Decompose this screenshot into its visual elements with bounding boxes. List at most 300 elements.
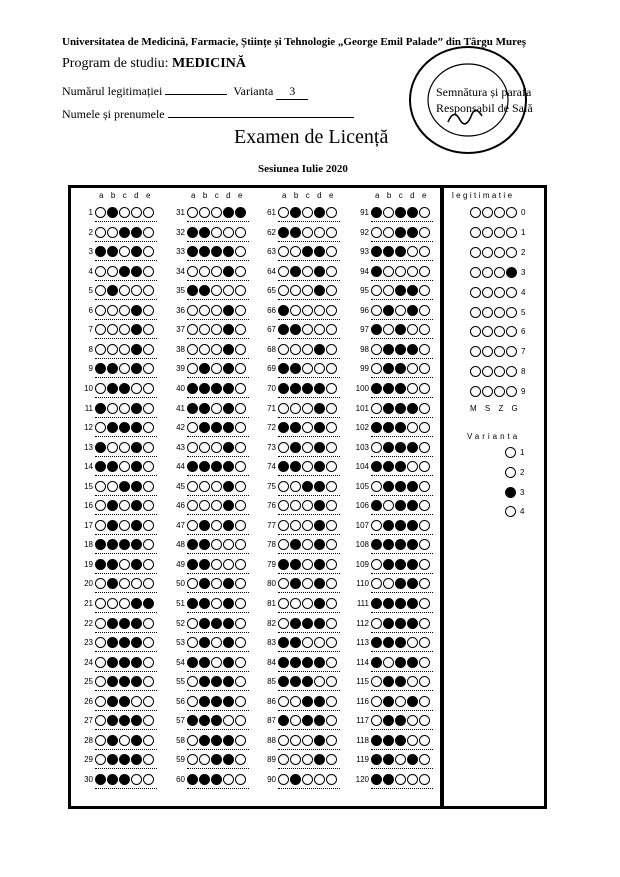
answer-bubble-d[interactable] [407, 442, 418, 453]
answer-bubble-b[interactable] [383, 774, 394, 785]
legitimatie-bubble[interactable] [470, 267, 481, 278]
answer-bubble-b[interactable] [290, 383, 301, 394]
answer-bubble-d[interactable] [131, 442, 142, 453]
answer-bubble-e[interactable] [419, 676, 430, 687]
answer-bubble-a[interactable] [187, 363, 198, 374]
answer-bubble-b[interactable] [290, 285, 301, 296]
answer-bubble-c[interactable] [302, 618, 313, 629]
legitimatie-bubble[interactable] [494, 307, 505, 318]
answer-bubble-b[interactable] [107, 696, 118, 707]
answer-bubble-c[interactable] [395, 696, 406, 707]
answer-bubble-c[interactable] [211, 285, 222, 296]
answer-bubble-c[interactable] [302, 598, 313, 609]
answer-bubble-d[interactable] [407, 637, 418, 648]
answer-bubble-d[interactable] [223, 422, 234, 433]
answer-bubble-a[interactable] [278, 578, 289, 589]
answer-bubble-a[interactable] [371, 324, 382, 335]
answer-bubble-c[interactable] [211, 676, 222, 687]
answer-bubble-a[interactable] [278, 754, 289, 765]
legitimatie-bubble[interactable] [506, 366, 517, 377]
answer-bubble-b[interactable] [199, 598, 210, 609]
answer-bubble-b[interactable] [107, 285, 118, 296]
varianta-bubble[interactable] [505, 447, 516, 458]
answer-bubble-b[interactable] [290, 500, 301, 511]
answer-bubble-d[interactable] [314, 246, 325, 257]
legitimatie-bubble[interactable] [482, 287, 493, 298]
answer-bubble-c[interactable] [395, 774, 406, 785]
answer-bubble-b[interactable] [107, 520, 118, 531]
answer-bubble-a[interactable] [95, 637, 106, 648]
answer-bubble-c[interactable] [302, 363, 313, 374]
answer-bubble-b[interactable] [107, 305, 118, 316]
answer-bubble-b[interactable] [199, 227, 210, 238]
answer-bubble-d[interactable] [223, 676, 234, 687]
answer-bubble-d[interactable] [407, 481, 418, 492]
answer-bubble-e[interactable] [235, 227, 246, 238]
answer-bubble-c[interactable] [119, 363, 130, 374]
answer-bubble-d[interactable] [131, 324, 142, 335]
answer-bubble-d[interactable] [223, 539, 234, 550]
answer-bubble-c[interactable] [395, 754, 406, 765]
answer-bubble-b[interactable] [107, 598, 118, 609]
legitimatie-bubble[interactable] [470, 227, 481, 238]
legitimatie-bubble[interactable] [470, 307, 481, 318]
legitimatie-bubble[interactable] [506, 247, 517, 258]
answer-bubble-a[interactable] [371, 285, 382, 296]
answer-bubble-e[interactable] [419, 305, 430, 316]
answer-bubble-d[interactable] [314, 676, 325, 687]
answer-bubble-a[interactable] [187, 618, 198, 629]
answer-bubble-a[interactable] [187, 657, 198, 668]
answer-bubble-a[interactable] [95, 481, 106, 492]
answer-bubble-d[interactable] [131, 539, 142, 550]
answer-bubble-a[interactable] [95, 539, 106, 550]
answer-bubble-d[interactable] [223, 481, 234, 492]
legitimatie-bubble[interactable] [494, 227, 505, 238]
answer-bubble-e[interactable] [143, 735, 154, 746]
answer-bubble-c[interactable] [302, 246, 313, 257]
answer-bubble-b[interactable] [107, 442, 118, 453]
answer-bubble-a[interactable] [278, 539, 289, 550]
answer-bubble-c[interactable] [302, 227, 313, 238]
answer-bubble-d[interactable] [223, 266, 234, 277]
answer-bubble-e[interactable] [235, 754, 246, 765]
answer-bubble-e[interactable] [235, 676, 246, 687]
answer-bubble-c[interactable] [119, 305, 130, 316]
answer-bubble-a[interactable] [95, 520, 106, 531]
legitimatie-bubble[interactable] [494, 366, 505, 377]
legitimatie-bubble[interactable] [506, 386, 517, 397]
answer-bubble-b[interactable] [383, 422, 394, 433]
answer-bubble-a[interactable] [278, 324, 289, 335]
answer-bubble-c[interactable] [302, 539, 313, 550]
answer-bubble-e[interactable] [419, 266, 430, 277]
answer-bubble-e[interactable] [143, 324, 154, 335]
answer-bubble-a[interactable] [95, 559, 106, 570]
answer-bubble-c[interactable] [395, 383, 406, 394]
answer-bubble-e[interactable] [235, 696, 246, 707]
answer-bubble-b[interactable] [107, 481, 118, 492]
answer-bubble-d[interactable] [131, 520, 142, 531]
legitimatie-bubble[interactable] [470, 326, 481, 337]
answer-bubble-a[interactable] [95, 598, 106, 609]
answer-bubble-a[interactable] [95, 774, 106, 785]
answer-bubble-a[interactable] [187, 598, 198, 609]
answer-bubble-c[interactable] [119, 481, 130, 492]
answer-bubble-a[interactable] [278, 715, 289, 726]
answer-bubble-e[interactable] [419, 598, 430, 609]
answer-bubble-a[interactable] [187, 227, 198, 238]
answer-bubble-b[interactable] [199, 461, 210, 472]
answer-bubble-b[interactable] [107, 539, 118, 550]
answer-bubble-e[interactable] [419, 520, 430, 531]
answer-bubble-d[interactable] [131, 754, 142, 765]
answer-bubble-d[interactable] [407, 207, 418, 218]
answer-bubble-b[interactable] [290, 461, 301, 472]
answer-bubble-a[interactable] [187, 735, 198, 746]
answer-bubble-e[interactable] [326, 461, 337, 472]
answer-bubble-c[interactable] [119, 285, 130, 296]
answer-bubble-e[interactable] [326, 266, 337, 277]
answer-bubble-d[interactable] [407, 696, 418, 707]
answer-bubble-c[interactable] [119, 246, 130, 257]
legitimatie-bubble[interactable] [482, 346, 493, 357]
answer-bubble-a[interactable] [278, 403, 289, 414]
answer-bubble-c[interactable] [302, 676, 313, 687]
answer-bubble-d[interactable] [131, 637, 142, 648]
answer-bubble-d[interactable] [407, 383, 418, 394]
answer-bubble-e[interactable] [419, 618, 430, 629]
answer-bubble-a[interactable] [371, 618, 382, 629]
answer-bubble-a[interactable] [95, 246, 106, 257]
answer-bubble-c[interactable] [395, 207, 406, 218]
answer-bubble-d[interactable] [131, 774, 142, 785]
answer-bubble-e[interactable] [419, 539, 430, 550]
answer-bubble-e[interactable] [143, 305, 154, 316]
answer-bubble-e[interactable] [326, 598, 337, 609]
answer-bubble-a[interactable] [187, 461, 198, 472]
answer-bubble-d[interactable] [223, 227, 234, 238]
varianta-bubble[interactable] [505, 506, 516, 517]
answer-bubble-c[interactable] [211, 344, 222, 355]
answer-bubble-d[interactable] [131, 422, 142, 433]
answer-bubble-a[interactable] [371, 207, 382, 218]
answer-bubble-c[interactable] [395, 715, 406, 726]
answer-bubble-b[interactable] [199, 383, 210, 394]
answer-bubble-a[interactable] [278, 598, 289, 609]
answer-bubble-a[interactable] [371, 227, 382, 238]
answer-bubble-d[interactable] [223, 285, 234, 296]
answer-bubble-e[interactable] [326, 637, 337, 648]
answer-bubble-e[interactable] [326, 305, 337, 316]
answer-bubble-a[interactable] [278, 305, 289, 316]
answer-bubble-a[interactable] [371, 754, 382, 765]
answer-bubble-b[interactable] [290, 559, 301, 570]
answer-bubble-c[interactable] [302, 500, 313, 511]
answer-bubble-c[interactable] [395, 618, 406, 629]
answer-bubble-c[interactable] [211, 520, 222, 531]
answer-bubble-a[interactable] [278, 696, 289, 707]
answer-bubble-a[interactable] [95, 735, 106, 746]
answer-bubble-c[interactable] [302, 285, 313, 296]
answer-bubble-d[interactable] [223, 637, 234, 648]
answer-bubble-e[interactable] [143, 422, 154, 433]
answer-bubble-c[interactable] [119, 715, 130, 726]
answer-bubble-c[interactable] [395, 578, 406, 589]
answer-bubble-e[interactable] [143, 442, 154, 453]
answer-bubble-d[interactable] [314, 696, 325, 707]
answer-bubble-c[interactable] [302, 324, 313, 335]
answer-bubble-c[interactable] [302, 735, 313, 746]
answer-bubble-e[interactable] [235, 246, 246, 257]
answer-bubble-c[interactable] [395, 305, 406, 316]
answer-bubble-d[interactable] [407, 578, 418, 589]
answer-bubble-e[interactable] [326, 285, 337, 296]
answer-bubble-c[interactable] [395, 363, 406, 374]
answer-bubble-c[interactable] [302, 754, 313, 765]
answer-bubble-b[interactable] [383, 383, 394, 394]
answer-bubble-a[interactable] [278, 618, 289, 629]
answer-bubble-e[interactable] [143, 520, 154, 531]
answer-bubble-d[interactable] [223, 657, 234, 668]
answer-bubble-e[interactable] [143, 266, 154, 277]
answer-bubble-e[interactable] [326, 403, 337, 414]
answer-bubble-d[interactable] [131, 618, 142, 629]
answer-bubble-c[interactable] [119, 735, 130, 746]
answer-bubble-d[interactable] [131, 578, 142, 589]
answer-bubble-a[interactable] [371, 403, 382, 414]
answer-bubble-a[interactable] [278, 735, 289, 746]
answer-bubble-c[interactable] [302, 559, 313, 570]
answer-bubble-a[interactable] [371, 559, 382, 570]
answer-bubble-d[interactable] [407, 285, 418, 296]
answer-bubble-c[interactable] [119, 520, 130, 531]
legitimatie-bubble[interactable] [470, 346, 481, 357]
answer-bubble-a[interactable] [371, 344, 382, 355]
answer-bubble-b[interactable] [290, 266, 301, 277]
answer-bubble-b[interactable] [290, 422, 301, 433]
answer-bubble-c[interactable] [119, 539, 130, 550]
answer-bubble-c[interactable] [395, 735, 406, 746]
answer-bubble-c[interactable] [119, 696, 130, 707]
answer-bubble-a[interactable] [95, 285, 106, 296]
answer-bubble-e[interactable] [143, 715, 154, 726]
answer-bubble-a[interactable] [95, 500, 106, 511]
answer-bubble-b[interactable] [383, 442, 394, 453]
answer-bubble-b[interactable] [199, 696, 210, 707]
answer-bubble-e[interactable] [235, 305, 246, 316]
answer-bubble-e[interactable] [326, 539, 337, 550]
answer-bubble-a[interactable] [278, 774, 289, 785]
answer-bubble-e[interactable] [326, 246, 337, 257]
legitimatie-bubble[interactable] [470, 287, 481, 298]
answer-bubble-c[interactable] [211, 578, 222, 589]
answer-bubble-c[interactable] [211, 207, 222, 218]
answer-bubble-a[interactable] [187, 422, 198, 433]
answer-bubble-e[interactable] [326, 481, 337, 492]
answer-bubble-a[interactable] [278, 442, 289, 453]
answer-bubble-b[interactable] [199, 676, 210, 687]
answer-bubble-d[interactable] [314, 461, 325, 472]
answer-bubble-d[interactable] [407, 344, 418, 355]
answer-bubble-d[interactable] [223, 207, 234, 218]
answer-bubble-d[interactable] [314, 598, 325, 609]
answer-bubble-b[interactable] [107, 735, 118, 746]
answer-bubble-b[interactable] [107, 266, 118, 277]
answer-bubble-a[interactable] [371, 774, 382, 785]
answer-bubble-e[interactable] [419, 363, 430, 374]
answer-bubble-e[interactable] [419, 735, 430, 746]
answer-bubble-c[interactable] [211, 363, 222, 374]
answer-bubble-c[interactable] [211, 735, 222, 746]
answer-bubble-c[interactable] [395, 422, 406, 433]
answer-bubble-d[interactable] [223, 618, 234, 629]
answer-bubble-c[interactable] [395, 461, 406, 472]
answer-bubble-c[interactable] [211, 657, 222, 668]
answer-bubble-b[interactable] [383, 578, 394, 589]
answer-bubble-c[interactable] [211, 442, 222, 453]
answer-bubble-b[interactable] [383, 403, 394, 414]
answer-bubble-c[interactable] [211, 637, 222, 648]
answer-bubble-c[interactable] [119, 676, 130, 687]
answer-bubble-a[interactable] [278, 285, 289, 296]
answer-bubble-c[interactable] [395, 657, 406, 668]
answer-bubble-c[interactable] [119, 207, 130, 218]
answer-bubble-a[interactable] [371, 578, 382, 589]
answer-bubble-b[interactable] [290, 442, 301, 453]
answer-bubble-a[interactable] [95, 696, 106, 707]
legitimatie-bubble[interactable] [470, 366, 481, 377]
answer-bubble-d[interactable] [223, 324, 234, 335]
answer-bubble-d[interactable] [314, 520, 325, 531]
answer-bubble-e[interactable] [419, 461, 430, 472]
answer-bubble-b[interactable] [383, 559, 394, 570]
answer-bubble-e[interactable] [419, 500, 430, 511]
answer-bubble-b[interactable] [199, 285, 210, 296]
answer-bubble-b[interactable] [107, 363, 118, 374]
answer-bubble-a[interactable] [278, 461, 289, 472]
answer-bubble-d[interactable] [223, 461, 234, 472]
answer-bubble-e[interactable] [143, 500, 154, 511]
answer-bubble-a[interactable] [95, 618, 106, 629]
answer-bubble-a[interactable] [278, 500, 289, 511]
answer-bubble-e[interactable] [143, 657, 154, 668]
answer-bubble-e[interactable] [419, 344, 430, 355]
answer-bubble-c[interactable] [119, 637, 130, 648]
answer-bubble-c[interactable] [395, 403, 406, 414]
answer-bubble-b[interactable] [290, 305, 301, 316]
answer-bubble-a[interactable] [278, 637, 289, 648]
answer-bubble-d[interactable] [131, 735, 142, 746]
answer-bubble-c[interactable] [119, 559, 130, 570]
legitimatie-bubble[interactable] [506, 207, 517, 218]
answer-bubble-c[interactable] [119, 344, 130, 355]
answer-bubble-b[interactable] [383, 618, 394, 629]
answer-bubble-c[interactable] [119, 774, 130, 785]
answer-bubble-e[interactable] [419, 754, 430, 765]
answer-bubble-e[interactable] [326, 754, 337, 765]
answer-bubble-d[interactable] [314, 637, 325, 648]
legitimatie-bubble[interactable] [506, 346, 517, 357]
answer-bubble-e[interactable] [235, 715, 246, 726]
answer-bubble-b[interactable] [199, 442, 210, 453]
answer-bubble-a[interactable] [187, 715, 198, 726]
answer-bubble-c[interactable] [119, 383, 130, 394]
answer-bubble-b[interactable] [199, 539, 210, 550]
answer-bubble-b[interactable] [199, 481, 210, 492]
answer-bubble-b[interactable] [107, 578, 118, 589]
answer-bubble-a[interactable] [95, 305, 106, 316]
answer-bubble-c[interactable] [302, 578, 313, 589]
answer-bubble-e[interactable] [326, 207, 337, 218]
answer-bubble-d[interactable] [314, 227, 325, 238]
answer-bubble-e[interactable] [419, 227, 430, 238]
answer-bubble-a[interactable] [187, 539, 198, 550]
answer-bubble-e[interactable] [143, 363, 154, 374]
answer-bubble-a[interactable] [278, 657, 289, 668]
legitimatie-bubble[interactable] [494, 346, 505, 357]
answer-bubble-d[interactable] [407, 305, 418, 316]
answer-bubble-c[interactable] [302, 344, 313, 355]
answer-bubble-a[interactable] [95, 403, 106, 414]
answer-bubble-b[interactable] [199, 715, 210, 726]
answer-bubble-e[interactable] [143, 481, 154, 492]
answer-bubble-e[interactable] [143, 344, 154, 355]
answer-bubble-c[interactable] [119, 618, 130, 629]
answer-bubble-c[interactable] [119, 754, 130, 765]
answer-bubble-a[interactable] [187, 383, 198, 394]
answer-bubble-d[interactable] [131, 657, 142, 668]
answer-bubble-a[interactable] [95, 227, 106, 238]
answer-bubble-e[interactable] [235, 422, 246, 433]
answer-bubble-e[interactable] [235, 266, 246, 277]
answer-bubble-d[interactable] [131, 715, 142, 726]
answer-bubble-e[interactable] [235, 598, 246, 609]
answer-bubble-c[interactable] [211, 754, 222, 765]
answer-bubble-c[interactable] [119, 442, 130, 453]
answer-bubble-e[interactable] [326, 227, 337, 238]
answer-bubble-b[interactable] [199, 735, 210, 746]
answer-bubble-b[interactable] [290, 207, 301, 218]
answer-bubble-c[interactable] [211, 305, 222, 316]
answer-bubble-e[interactable] [326, 344, 337, 355]
answer-bubble-b[interactable] [383, 363, 394, 374]
answer-bubble-c[interactable] [302, 207, 313, 218]
answer-bubble-a[interactable] [278, 383, 289, 394]
answer-bubble-e[interactable] [326, 715, 337, 726]
answer-bubble-e[interactable] [143, 676, 154, 687]
answer-bubble-d[interactable] [407, 735, 418, 746]
answer-bubble-d[interactable] [314, 363, 325, 374]
answer-bubble-b[interactable] [107, 676, 118, 687]
answer-bubble-a[interactable] [278, 481, 289, 492]
answer-bubble-a[interactable] [187, 637, 198, 648]
answer-bubble-d[interactable] [314, 442, 325, 453]
answer-bubble-d[interactable] [407, 598, 418, 609]
answer-bubble-a[interactable] [95, 324, 106, 335]
answer-bubble-d[interactable] [223, 246, 234, 257]
answer-bubble-b[interactable] [199, 754, 210, 765]
answer-bubble-e[interactable] [235, 207, 246, 218]
answer-bubble-d[interactable] [223, 598, 234, 609]
answer-bubble-d[interactable] [223, 344, 234, 355]
answer-bubble-b[interactable] [107, 422, 118, 433]
answer-bubble-d[interactable] [407, 500, 418, 511]
answer-bubble-e[interactable] [326, 363, 337, 374]
answer-bubble-c[interactable] [395, 539, 406, 550]
answer-bubble-a[interactable] [187, 442, 198, 453]
answer-bubble-b[interactable] [383, 305, 394, 316]
